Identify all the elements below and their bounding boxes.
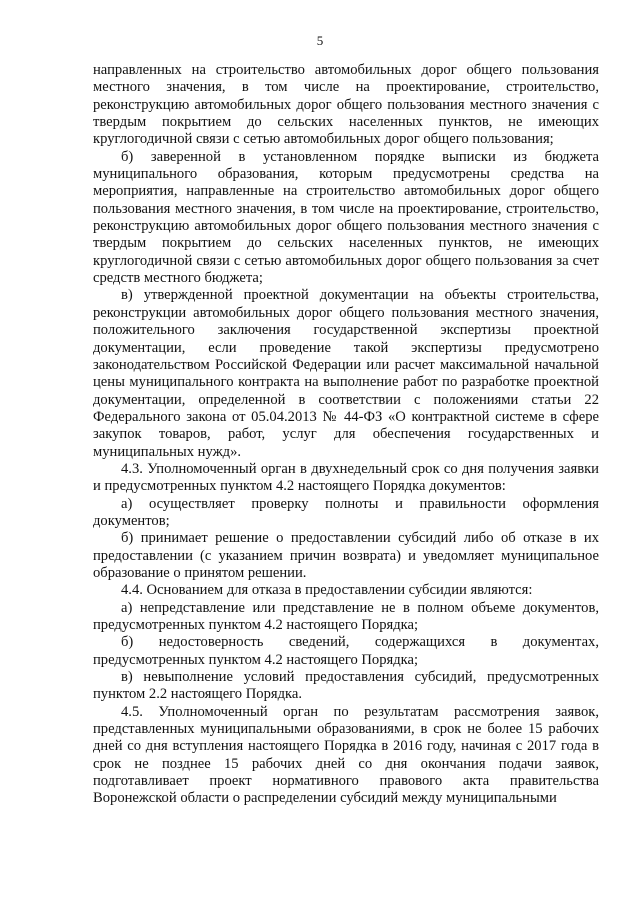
paragraph-4-4-a: а) непредставление или представление не в полном объеме документов, предусмотренных пунктом 4.2 настоящего Порядка; xyxy=(93,599,599,633)
paragraph-4-5: 4.5. Уполномоченный орган по результатам рассмотрения заявок, представленных муниципальными образованиями, в срок не более 15 рабочих дней со дня вступления настоящего Порядка в 2016 году, начиная с 2017 года в срок не позднее 15 рабочих дней со дня окончания подачи заявок, подготавливает проект нормативного правового акта правительства Воронежской области о распределении субсидий между муниципальными xyxy=(93,703,599,807)
paragraph-4-3: 4.3. Уполномоченный орган в двухнедельный срок со дня получения заявки и предусмотренных пунктом 4.2 настоящего Порядка документов: xyxy=(93,460,599,495)
paragraph-item-b-budget-extract: б) заверенной в установленном порядке выписки из бюджета муниципального образования, которым предусмотрены средства на мероприятия, направленные на строительство автомобильных дорог общего пользования местного значения, в том числе на проектирование, строительство, реконструкцию автомобильных дорог общего пользования местного значения с твердым покрытием до сельских населенных пунктов, не имеющих круглогодичной связи с сетью автомобильных дорог общего пользования за счет средств местного бюджета; xyxy=(93,148,599,287)
page-number: 5 xyxy=(316,33,324,48)
paragraph-continuation: направленных на строительство автомобильных дорог общего пользования местного значения, в том числе на проектирование, строительство, реконструкцию автомобильных дорог общего пользования местного значения с твердым покрытием до сельских населенных пунктов, не имеющих круглогодичной связи с сетью автомобильных дорог общего пользования; xyxy=(93,62,599,148)
paragraph-4-4-b: б) недостоверность сведений, содержащихся в документах, предусмотренных пунктом 4.2 настоящего Порядка; xyxy=(93,634,599,668)
paragraph-4-4: 4.4. Основанием для отказа в предоставлении субсидии являются: xyxy=(121,582,533,599)
paragraph-item-v-project-docs: в) утвержденной проектной документации на объекты строительства, реконструкции автомобильных дорог общего пользования местного значения, положительного заключения государственной экспертизы проектной документации, если проведение такой экспертизы предусмотрено законодательством Российской Федерации или расчет максимальной начальной цены муниципального контракта на выполнение работ по разработке проектной документации, определенной в соответствии с положениями статьи 22 Федерального закона от 05.04.2013 № 44-ФЗ «О контрактной системе в сфере закупок товаров, работ, услуг для обеспечения государственных и муниципальных нужд». xyxy=(93,287,599,460)
paragraph-4-3-b: б) принимает решение о предоставлении субсидий либо об отказе в их предоставлении (с указанием причин возврата) и уведомляет муниципальное образование о принятом решении. xyxy=(93,530,599,581)
document-body xyxy=(93,62,599,808)
paragraph-4-3-a: а) осуществляет проверку полноты и правильности оформления документов; xyxy=(93,495,599,529)
paragraph-4-4-v: в) невыполнение условий предоставления субсидий, предусмотренных пунктом 2.2 настоящего Порядка. xyxy=(93,669,599,703)
